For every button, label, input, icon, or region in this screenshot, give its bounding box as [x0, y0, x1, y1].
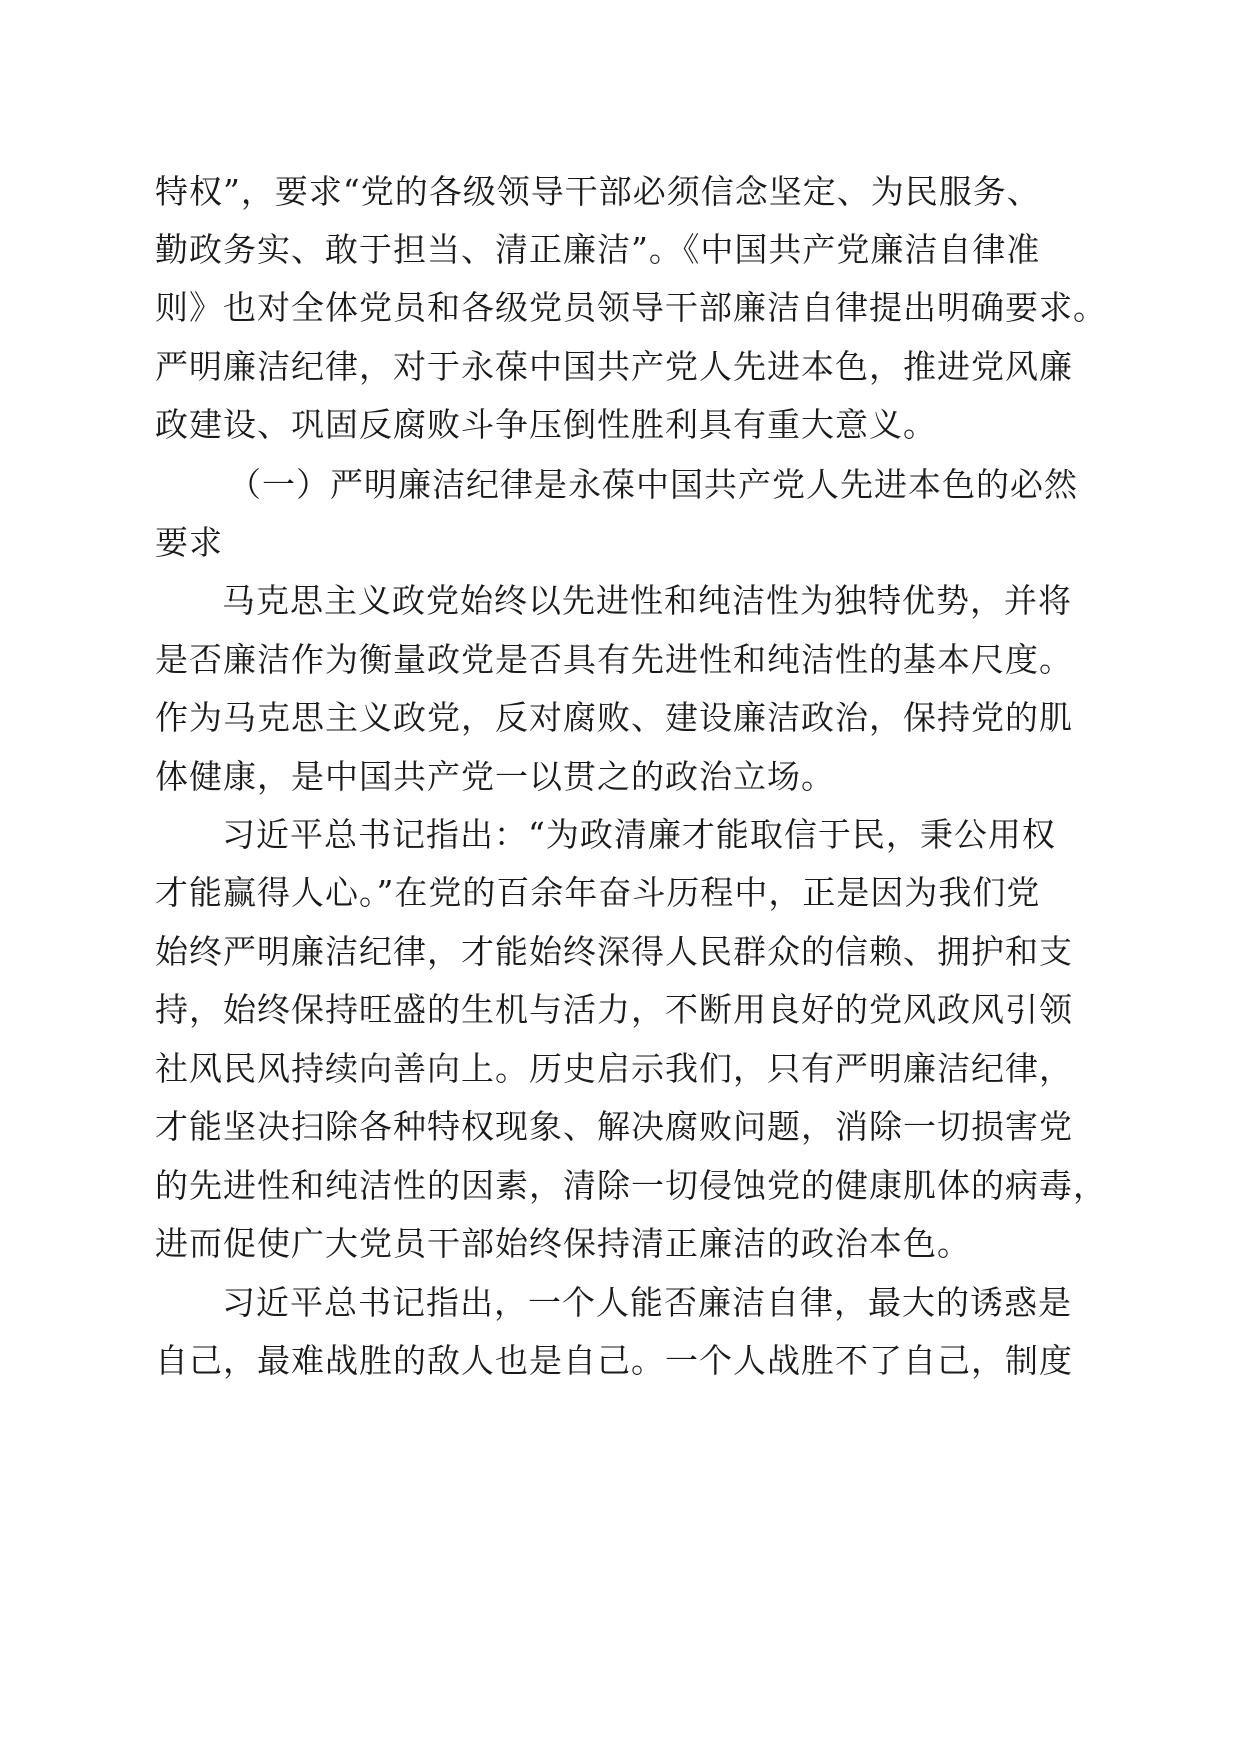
text-line: 体健康，是中国共产党一以贯之的政治立场。: [155, 757, 835, 796]
text-line: 自己，最难战胜的敌人也是自己。一个人战胜不了自己，制度: [155, 1341, 1073, 1380]
text-line: 进而促使广大党员干部始终保持清正廉洁的政治本色。: [155, 1224, 971, 1263]
text-line: 作为马克思主义政党，反对腐败、建设廉洁政治，保持党的肌: [155, 698, 1073, 737]
section-heading: （一）严明廉洁纪律是永葆中国共产党人先进本色的必然: [228, 465, 1078, 504]
section-heading-continuation: 要求: [155, 523, 223, 562]
text-line: 政建设、巩固反腐败斗争压倒性胜利具有重大意义。: [155, 405, 937, 444]
text-line: 才能坚决扫除各种特权现象、解决腐败问题，消除一切损害党: [155, 1107, 1073, 1146]
paragraph-start: 马克思主义政党始终以先进性和纯洁性为独特优势，并将: [222, 581, 1072, 620]
text-line: 社风民风持续向善向上。历史启示我们，只有严明廉洁纪律，: [155, 1049, 1073, 1088]
text-line: 严明廉洁纪律，对于永葆中国共产党人先进本色，推进党风廉: [155, 347, 1073, 386]
text-line: 是否廉洁作为衡量政党是否具有先进性和纯洁性的基本尺度。: [155, 640, 1073, 679]
text-line: 特权”，要求“党的各级领导干部必须信念坚定、为民服务、: [155, 172, 1041, 211]
text-line: 始终严明廉洁纪律，才能始终深得人民群众的信赖、拥护和支: [155, 932, 1073, 971]
text-line: 则》也对全体党员和各级党员领导干部廉洁自律提出明确要求。: [155, 288, 1107, 327]
text-line: 才能赢得人心。”在党的百余年奋斗历程中，正是因为我们党: [155, 873, 1041, 912]
text-line: 勤政务实、敢于担当、清正廉洁”。《中国共产党廉洁自律准: [155, 230, 1041, 269]
text-line: 的先进性和纯洁性的因素，清除一切侵蚀党的健康肌体的病毒，: [155, 1166, 1107, 1205]
text-line: 持，始终保持旺盛的生机与活力，不断用良好的党风政风引领: [155, 990, 1073, 1029]
paragraph-start: 习近平总书记指出，一个人能否廉洁自律，最大的诱惑是: [222, 1283, 1072, 1322]
paragraph-start: 习近平总书记指出：“为政清廉才能取信于民，秉公用权: [222, 815, 1056, 854]
